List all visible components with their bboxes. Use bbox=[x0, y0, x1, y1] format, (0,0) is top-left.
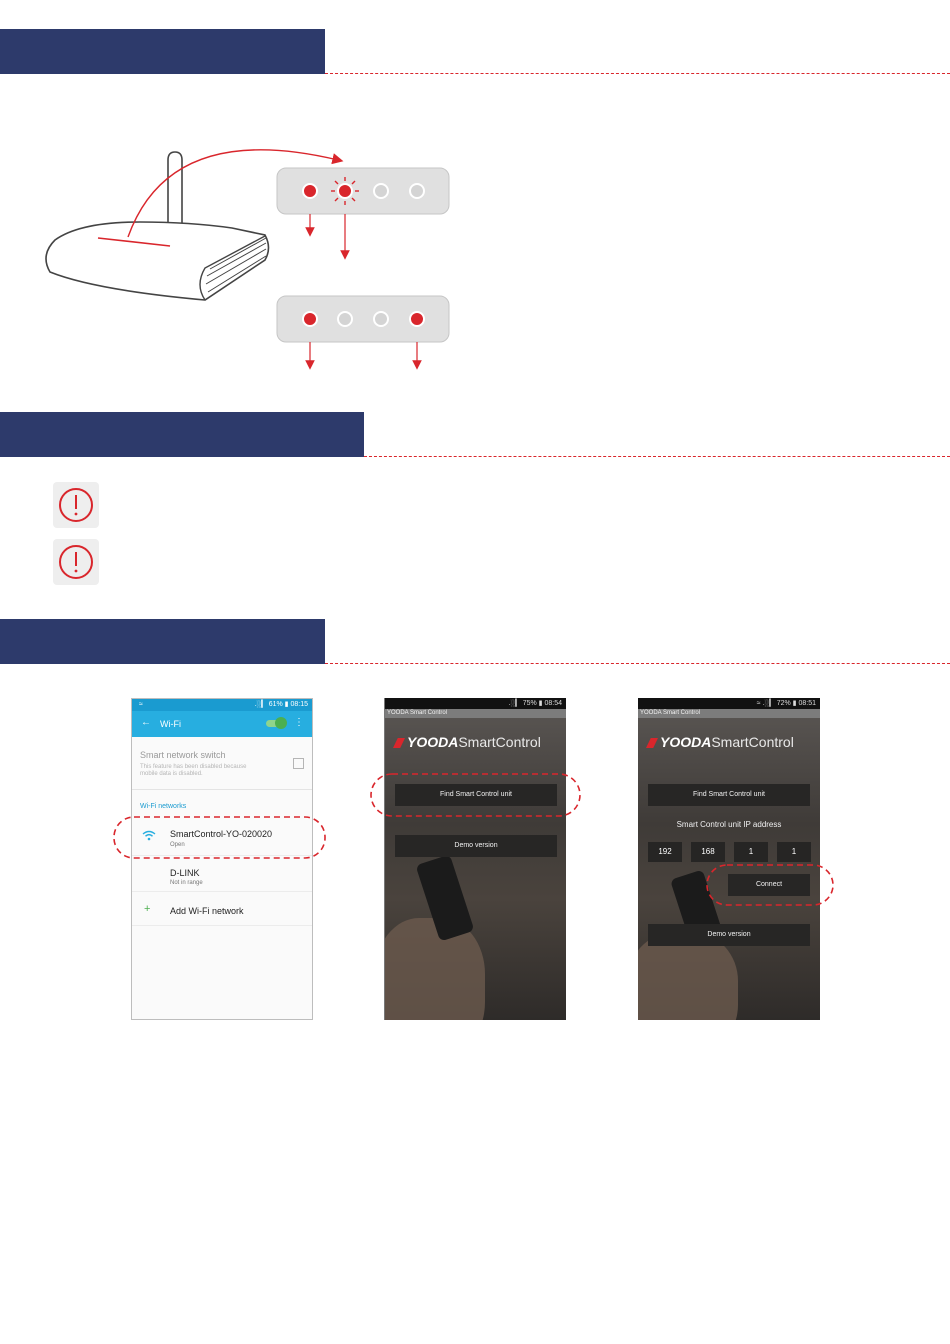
highlight-oval-find bbox=[371, 774, 580, 816]
led-1-on bbox=[303, 312, 317, 326]
status-bar: .░▎ 75% ▮ 08:54 bbox=[385, 698, 566, 709]
app-title-bar: YOODA Smart Control bbox=[385, 709, 566, 718]
section-header-band-2 bbox=[0, 412, 364, 457]
led-4-off bbox=[410, 184, 424, 198]
find-unit-button[interactable]: Find Smart Control unit bbox=[648, 784, 810, 806]
demo-version-button[interactable]: Demo version bbox=[648, 924, 810, 946]
smart-switch-desc: This feature has been disabled because bbox=[140, 764, 247, 770]
network-status: Open bbox=[170, 842, 185, 848]
highlight-overlays bbox=[0, 690, 950, 920]
led-1-on bbox=[303, 184, 317, 198]
ip-address-label: Smart Control unit IP address bbox=[676, 820, 782, 829]
ip-octet-field[interactable]: 1 bbox=[734, 842, 768, 862]
wifi-title: Wi-Fi bbox=[160, 719, 181, 729]
section-divider-1 bbox=[325, 73, 950, 74]
router-icon bbox=[46, 152, 269, 300]
highlight-oval-connect bbox=[707, 865, 833, 905]
wifi-networks-header: Wi-Fi networks bbox=[140, 803, 187, 810]
yooda-logo: YOODASmartControl bbox=[393, 734, 541, 750]
back-arrow-icon[interactable]: ← bbox=[141, 717, 151, 728]
ip-octet-field[interactable]: 1 bbox=[777, 842, 811, 862]
section-divider-2 bbox=[364, 456, 950, 457]
section-header-band-1 bbox=[0, 29, 325, 74]
ip-octet-field[interactable]: 192 bbox=[648, 842, 682, 862]
status-indicators: .░▎ 61% ▮ 08:15 bbox=[254, 701, 308, 708]
hand-image bbox=[638, 933, 738, 1020]
ip-octet-field[interactable]: 168 bbox=[691, 842, 725, 862]
warning-icon bbox=[53, 482, 99, 528]
find-unit-button[interactable]: Find Smart Control unit bbox=[395, 784, 557, 806]
led-3-off bbox=[374, 184, 388, 198]
more-options-icon[interactable]: ⋮ bbox=[294, 717, 304, 728]
add-icon: + bbox=[144, 903, 151, 915]
network-name: D-LINK bbox=[170, 868, 200, 878]
smart-switch-title: Smart network switch bbox=[140, 750, 226, 760]
status-bar: ≈ .░▎ 72% ▮ 08:51 bbox=[638, 698, 820, 709]
led-2-off bbox=[338, 312, 352, 326]
section-divider-3 bbox=[325, 663, 950, 664]
demo-version-button[interactable]: Demo version bbox=[395, 835, 557, 857]
smart-switch-desc: mobile data is disabled. bbox=[140, 771, 203, 777]
section-header-band-3 bbox=[0, 619, 325, 664]
led-4-on bbox=[410, 312, 424, 326]
led-3-off bbox=[374, 312, 388, 326]
network-name: SmartControl-YO-020020 bbox=[170, 829, 273, 839]
notification-icon: ≈ bbox=[139, 701, 143, 708]
warning-icon bbox=[53, 539, 99, 585]
hand-image bbox=[384, 918, 485, 1020]
router-led-illustration bbox=[0, 140, 470, 380]
connect-button[interactable]: Connect bbox=[728, 874, 810, 896]
highlight-oval-network bbox=[114, 817, 325, 858]
network-status: Not in range bbox=[170, 880, 203, 886]
yooda-logo: YOODASmartControl bbox=[646, 734, 794, 750]
app-title-bar: YOODA Smart Control bbox=[638, 709, 820, 718]
add-network-label: Add Wi-Fi network bbox=[170, 906, 244, 916]
